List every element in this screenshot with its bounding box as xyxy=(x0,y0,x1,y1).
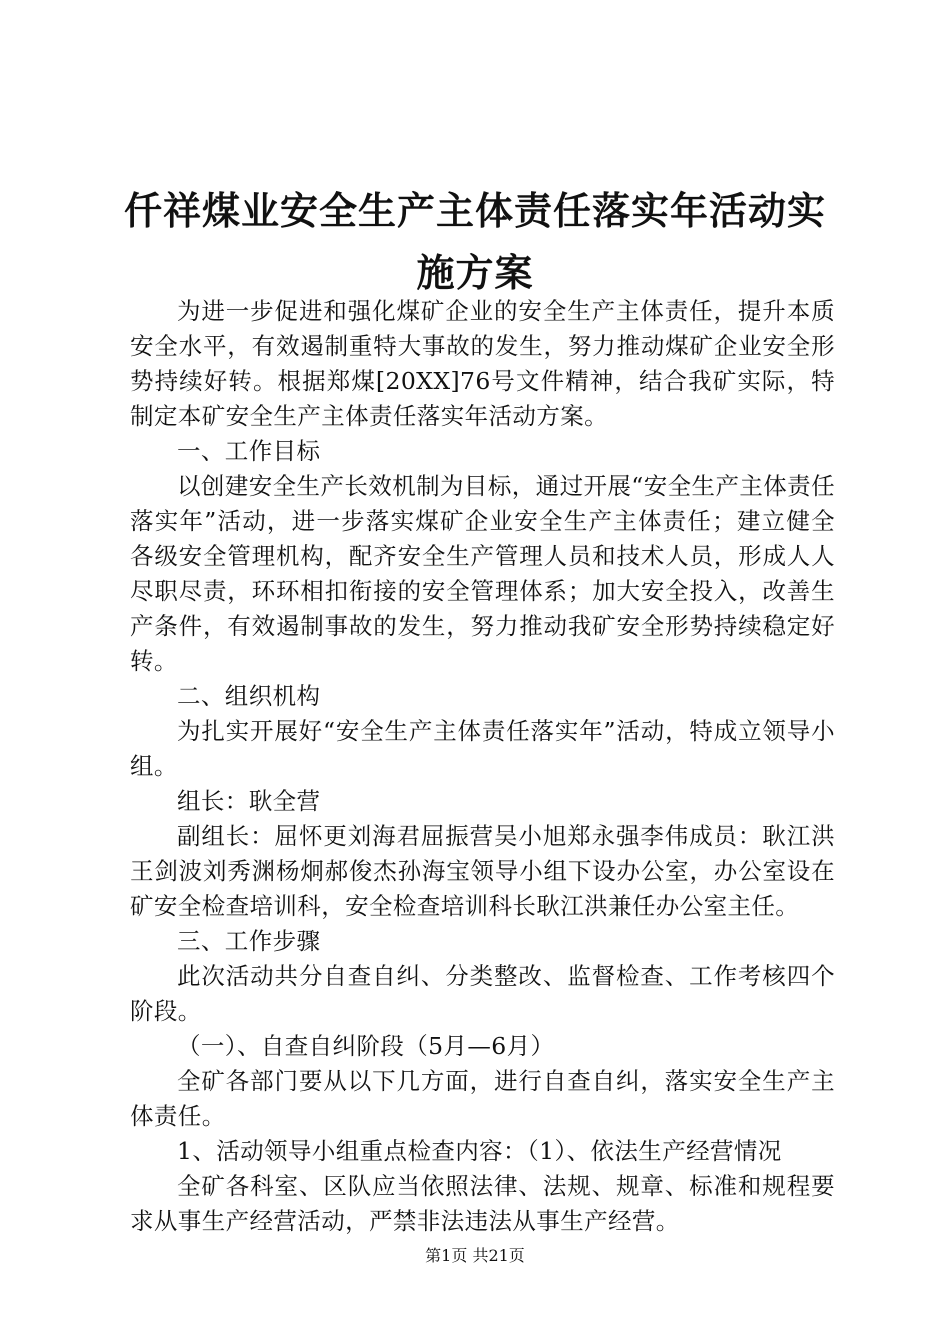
paragraph-leader: 组长：耿全营 xyxy=(177,787,321,815)
page-number: 第1页 共21页 xyxy=(425,1246,525,1265)
paragraph-self-check: 全矿各部门要从以下几方面，进行自查自纠，落实安全生产主体责任。 xyxy=(130,1067,835,1130)
paragraph-inspection-items: 1、活动领导小组重点检查内容：（1）、依法生产经营情况 xyxy=(177,1137,782,1165)
section-heading-steps: 三、工作步骤 xyxy=(177,927,321,955)
document-title: 仟祥煤业安全生产主体责任落实年活动实施方案 xyxy=(123,188,826,295)
paragraph-steps: 此次活动共分自查自纠、分类整改、监督检查、工作考核四个阶段。 xyxy=(130,962,835,1025)
paragraph-organization: 为扎实开展好“安全生产主体责任落实年”活动，特成立领导小组。 xyxy=(130,717,835,780)
section-heading-goals: 一、工作目标 xyxy=(177,437,321,465)
subsection-heading-self-check: （一）、自查自纠阶段（5月—6月） xyxy=(177,1032,555,1060)
paragraph-goals: 以创建安全生产长效机制为目标，通过开展“安全生产主体责任落实年”活动，进一步落实煤矿企业安全生产主体责任；建立健全各级安全管理机构，配齐安全生产管理人员和技术人员，形成人人尽职尽责，环环相扣衔接的安全管理体系；加大安全投入，改善生产条件，有效遏制事故的发生，努力推动我矿安全形势持续稳定好转。 xyxy=(130,472,835,675)
document-body xyxy=(130,294,835,1239)
page-footer xyxy=(0,1246,950,1266)
paragraph-legal-operation: 全矿各科室、区队应当依照法律、法规、规章、标准和规程要求从事生产经营活动，严禁非法违法从事生产经营。 xyxy=(130,1172,835,1235)
section-heading-organization: 二、组织机构 xyxy=(177,682,321,710)
paragraph-intro: 为进一步促进和强化煤矿企业的安全生产主体责任，提升本质安全水平，有效遏制重特大事故的发生，努力推动煤矿企业安全形势持续好转。根据郑煤[20XX]76号文件精神，结合我矿实际，特制定本矿安全生产主体责任落实年活动方案。 xyxy=(130,297,835,430)
paragraph-deputy-leaders: 副组长：屈怀更刘海君屈振营吴小旭郑永强李伟成员：耿江洪王剑波刘秀渊杨炯郝俊杰孙海宝领导小组下设办公室，办公室设在矿安全检查培训科，安全检查培训科长耿江洪兼任办公室主任。 xyxy=(130,822,835,920)
